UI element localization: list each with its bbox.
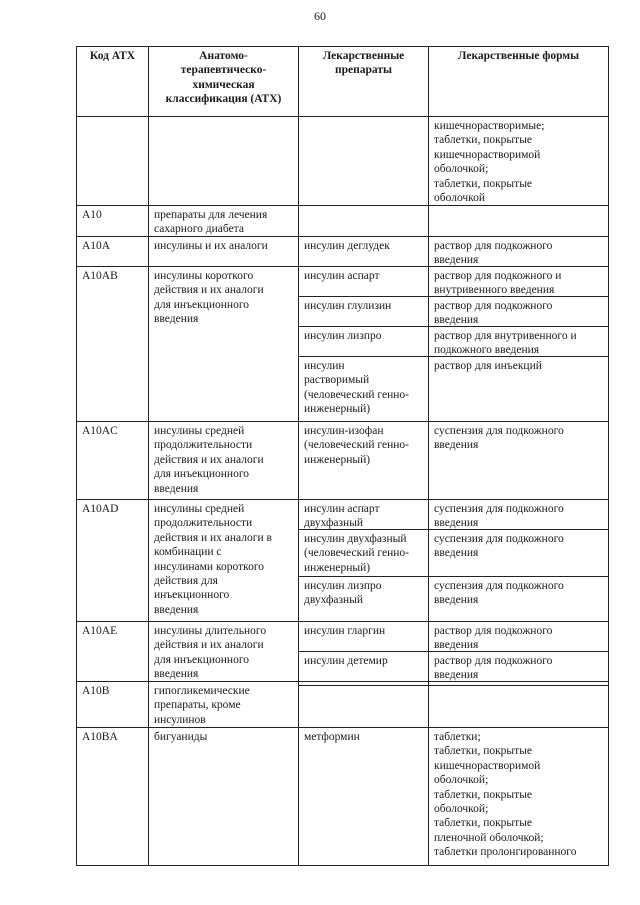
cell-code: A10AC bbox=[76, 421, 149, 500]
cell-code: A10B bbox=[76, 681, 149, 728]
cell-drug: инсулин лизпро двухфазный bbox=[298, 576, 429, 622]
sub-rows bbox=[298, 266, 610, 421]
cell-form: раствор для подкожного введения bbox=[428, 651, 609, 686]
cell-classification: инсулины короткого действия и их аналоги для инъекционного введения bbox=[148, 266, 299, 422]
header-code: Код АТХ bbox=[76, 46, 149, 117]
cell-drug: инсулин детемир bbox=[298, 651, 429, 686]
header-drugs: Лекарственные препараты bbox=[298, 46, 429, 117]
cell-drug: инсулин двухфазный (человеческий генно- инженерный) bbox=[298, 529, 429, 577]
cell-classification: инсулины средней продолжительности действия и их аналоги в комбинации с инсулинами короткого действия для инъекционного введения bbox=[148, 499, 299, 622]
cell-classification: гипогликемические препараты, кроме инсулинов bbox=[148, 681, 299, 728]
table-row-a10ac bbox=[76, 421, 610, 499]
cell-form bbox=[428, 205, 609, 237]
cell-code: A10AD bbox=[76, 499, 149, 622]
table-row-a10b bbox=[76, 681, 610, 727]
cell-code bbox=[76, 116, 149, 206]
sub-row bbox=[298, 651, 610, 685]
table-row-continuation bbox=[76, 116, 610, 205]
sub-row bbox=[298, 266, 610, 296]
cell-drug: инсулин деглудек bbox=[298, 236, 429, 267]
table-row-a10ab bbox=[76, 266, 610, 421]
header-classification: Анатомо- терапевтическо- химическая классификация (АТХ) bbox=[148, 46, 299, 117]
table-row-a10ae bbox=[76, 621, 610, 681]
cell-form bbox=[428, 681, 609, 728]
table-header-row bbox=[76, 46, 610, 116]
sub-row bbox=[298, 621, 610, 651]
cell-code: A10A bbox=[76, 236, 149, 267]
cell-form: раствор для внутривенного и подкожного введения bbox=[428, 326, 609, 357]
sub-row bbox=[298, 499, 610, 529]
cell-drug: инсулин гларгин bbox=[298, 621, 429, 652]
cell-form: раствор для подкожного введения bbox=[428, 236, 609, 267]
page-number: 60 bbox=[314, 9, 326, 23]
sub-row bbox=[298, 326, 610, 356]
table-row-a10 bbox=[76, 205, 610, 236]
cell-drug: инсулин-изофан (человеческий генно- инженерный) bbox=[298, 421, 429, 500]
cell-classification: препараты для лечения сахарного диабета bbox=[148, 205, 299, 237]
sub-row bbox=[298, 576, 610, 621]
cell-form: раствор для инъекций bbox=[428, 356, 609, 422]
cell-form: суспензия для подкожного введения bbox=[428, 421, 609, 500]
cell-classification: инсулины средней продолжительности действия и их аналоги для инъекционного введения bbox=[148, 421, 299, 500]
cell-form: суспензия для подкожного введения bbox=[428, 529, 609, 577]
cell-drug: инсулин растворимый (человеческий генно- инженерный) bbox=[298, 356, 429, 422]
cell-form: суспензия для подкожного введения bbox=[428, 576, 609, 622]
cell-classification: бигуаниды bbox=[148, 727, 299, 866]
cell-drug: инсулин глулизин bbox=[298, 296, 429, 327]
cell-drug: метформин bbox=[298, 727, 429, 866]
sub-row bbox=[298, 529, 610, 576]
cell-form: суспензия для подкожного введения bbox=[428, 499, 609, 530]
cell-drug: инсулин аспарт двухфазный bbox=[298, 499, 429, 530]
cell-code: A10 bbox=[76, 205, 149, 237]
table-row-a10ba bbox=[76, 727, 610, 865]
cell-drug bbox=[298, 681, 429, 728]
sub-row bbox=[298, 356, 610, 421]
cell-classification: инсулины длительного действия и их аналоги для инъекционного введения bbox=[148, 621, 299, 682]
atc-table bbox=[76, 46, 610, 865]
cell-form: таблетки; таблетки, покрытые кишечнорастворимой оболочкой; таблетки, покрытые оболочкой; таблетки, покрытые пленочной оболочкой; таблетки пролонгированного bbox=[428, 727, 609, 866]
header-forms: Лекарственные формы bbox=[428, 46, 609, 117]
sub-rows bbox=[298, 499, 610, 621]
sub-row bbox=[298, 296, 610, 326]
cell-code: A10AE bbox=[76, 621, 149, 682]
table-row-a10a bbox=[76, 236, 610, 266]
cell-drug: инсулин аспарт bbox=[298, 266, 429, 297]
cell-drug bbox=[298, 205, 429, 237]
cell-drug bbox=[298, 116, 429, 206]
table-row-a10ad bbox=[76, 499, 610, 621]
cell-classification: инсулины и их аналоги bbox=[148, 236, 299, 267]
cell-code: A10BA bbox=[76, 727, 149, 866]
sub-rows bbox=[298, 621, 610, 681]
cell-form: раствор для подкожного введения bbox=[428, 296, 609, 327]
cell-form: кишечнорастворимые; таблетки, покрытые кишечнорастворимой оболочкой; таблетки, покрытые оболочкой bbox=[428, 116, 609, 206]
cell-form: раствор для подкожного введения bbox=[428, 621, 609, 652]
cell-drug: инсулин лизпро bbox=[298, 326, 429, 357]
cell-form: раствор для подкожного и внутривенного введения bbox=[428, 266, 609, 297]
cell-classification bbox=[148, 116, 299, 206]
cell-code: A10AB bbox=[76, 266, 149, 422]
